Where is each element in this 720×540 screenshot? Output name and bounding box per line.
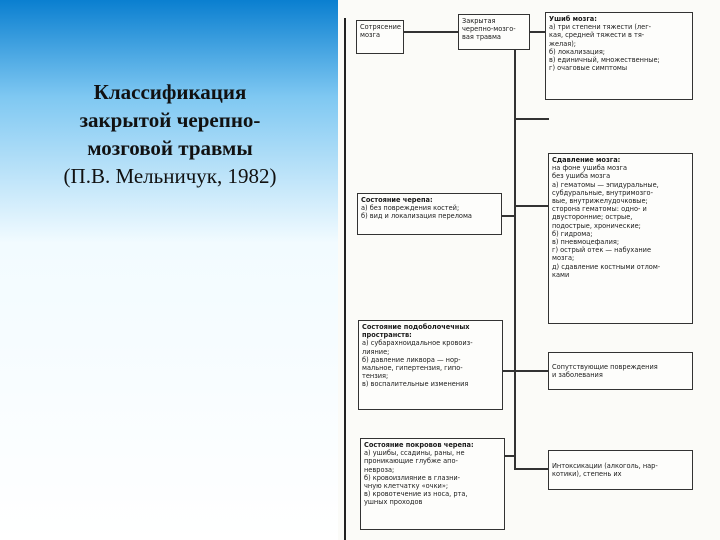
- scalp-item: ушных проходов: [364, 498, 423, 507]
- title-line-1: Классификация: [93, 80, 247, 104]
- meninges-item: тензия;: [362, 372, 389, 381]
- box-intoxication: [548, 450, 693, 490]
- meninges-header: Состояние подоболочечных пространств:: [362, 323, 470, 340]
- box-contusion: [545, 12, 693, 100]
- contusion-header: Ушиб мозга:: [549, 15, 597, 23]
- skull-item: а) без повреждения костей;: [361, 204, 460, 213]
- meninges-item: лияние;: [362, 347, 390, 356]
- skull-item: б) вид и локализация перелома: [361, 212, 472, 221]
- contusion-item: желая);: [549, 39, 577, 48]
- connector-combined: [514, 370, 549, 372]
- scalp-item: а) ушибы, ссадины, раны, не: [364, 449, 465, 458]
- compression-item: в) пневмоцефалия;: [552, 238, 620, 247]
- compression-item: двусторонние; острые,: [552, 213, 633, 222]
- combined-line-1: Сопутствующие повреждения: [552, 362, 658, 371]
- scan-frame-line: [344, 18, 346, 540]
- scalp-item: чную клетчатку «очки»;: [364, 482, 449, 491]
- compression-item: вые, внутрижелудочковые;: [552, 197, 648, 206]
- concussion-line-2: мозга: [360, 31, 381, 40]
- contusion-item: кая, средней тяжести в тя-: [549, 31, 645, 40]
- root-line-2: черепно-мозго-: [462, 25, 516, 34]
- box-concussion: [356, 20, 404, 54]
- slide-title: [20, 78, 320, 190]
- scalp-item: б) кровоизлияние в глазни-: [364, 473, 461, 482]
- meninges-item: б) давление ликвора — нор-: [362, 355, 461, 364]
- box-meninges: [358, 320, 503, 410]
- intoxication-line-2: котики), степень их: [552, 470, 622, 478]
- title-line-3: мозговой травмы: [87, 136, 253, 160]
- connector-skull: [502, 215, 515, 217]
- box-scalp: [360, 438, 505, 530]
- compression-item: г) острый отек — набухание: [552, 246, 652, 255]
- compression-item: мозга;: [552, 254, 575, 263]
- connector-compression: [514, 205, 549, 207]
- compression-item: а) гематомы — эпидуральные,: [552, 180, 659, 189]
- box-combined: [548, 352, 693, 390]
- compression-item: без ушиба мозга: [552, 172, 611, 181]
- compression-header: Сдавление мозга:: [552, 156, 621, 164]
- box-root: [458, 14, 530, 50]
- compression-item: ками: [552, 270, 570, 279]
- contusion-item: б) локализация;: [549, 47, 606, 56]
- scalp-item: невроза;: [364, 465, 395, 474]
- compression-item: субдуральные, внутримозго-: [552, 188, 653, 197]
- intoxication-line-1: Интоксикации (алкоголь, нар-: [552, 461, 658, 470]
- concussion-line-1: Сотрясение: [360, 23, 401, 31]
- combined-line-2: и заболевания: [552, 371, 603, 379]
- root-line-3: вая травма: [462, 33, 501, 42]
- connector-intox: [514, 468, 549, 470]
- box-skull: [357, 193, 502, 235]
- meninges-item: а) субарахноидальное кровоиз-: [362, 339, 473, 348]
- compression-item: д) сдавление костными отлом-: [552, 262, 661, 271]
- scalp-header: Состояние покровов черепа:: [364, 441, 474, 449]
- root-line-1: Закрытая: [462, 17, 496, 25]
- compression-item: сторона гематомы: одно- и: [552, 205, 647, 214]
- title-line-2: закрытой черепно-: [79, 108, 261, 132]
- compression-item: б) гидрома;: [552, 229, 593, 238]
- connector-trunk: [514, 50, 516, 470]
- contusion-item: в) единичный, множественные;: [549, 56, 660, 65]
- compression-item: на фоне ушиба мозга: [552, 164, 628, 173]
- compression-item: подострые, хронические;: [552, 221, 641, 230]
- skull-header: Состояние черепа:: [361, 196, 433, 204]
- connector-main-h: [514, 118, 549, 120]
- box-compression: [548, 153, 693, 324]
- scalp-item: проникающие глубже апо-: [364, 457, 458, 466]
- meninges-item: в) воспалительные изменения: [362, 380, 469, 389]
- contusion-item: г) очаговые симптомы: [549, 64, 628, 73]
- contusion-item: а) три степени тяжести (лег-: [549, 23, 652, 32]
- scalp-item: в) кровотечение из носа, ртa,: [364, 490, 468, 499]
- meninges-item: мальное, гипертензия, гипо-: [362, 364, 463, 373]
- title-author: (П.В. Мельничук, 1982): [63, 164, 277, 188]
